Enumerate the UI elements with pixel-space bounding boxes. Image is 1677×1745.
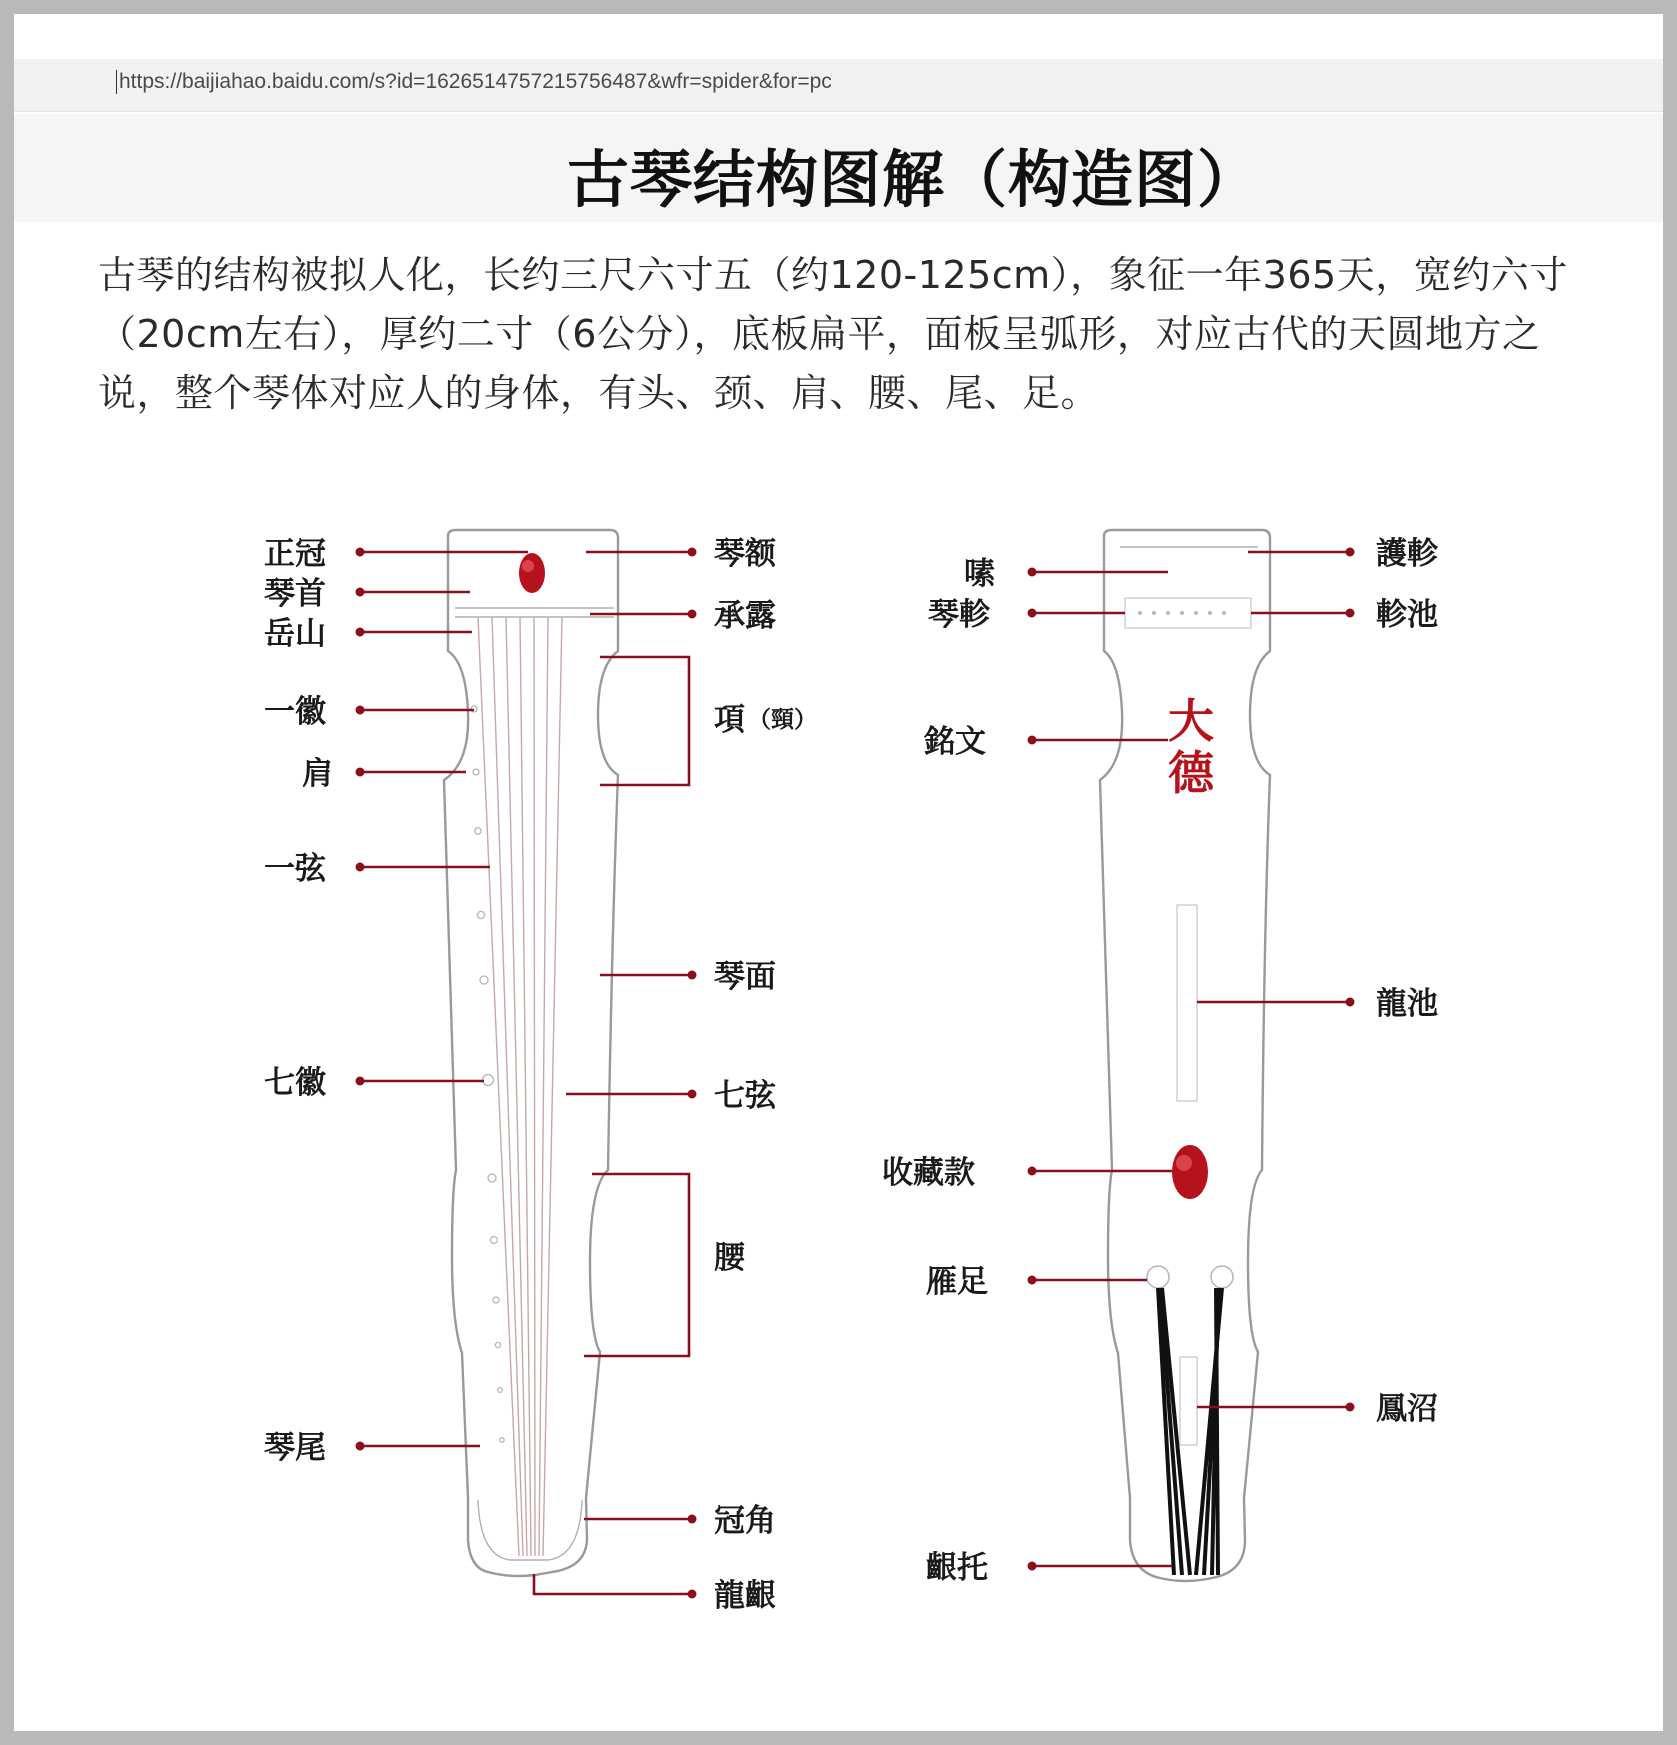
screenshot-frame: [14, 14, 1663, 1731]
guqin-structure-diagram: [14, 14, 1663, 1731]
label-yanzu: 雁足: [926, 1264, 988, 1300]
label-longchi: 龍池: [1376, 986, 1438, 1022]
label-yueshan: 岳山: [264, 616, 326, 652]
label-mingwen: 銘文: [924, 724, 986, 760]
label-yintuo: 齦托: [926, 1550, 988, 1586]
label-jing: （頸）: [748, 706, 817, 733]
label-yihui: 一徽: [264, 694, 326, 730]
label-longyin: 龍齦: [714, 1578, 776, 1614]
front-body-outline: [444, 530, 618, 1576]
label-yixian: 一弦: [264, 851, 326, 887]
yanzu-right: [1211, 1266, 1233, 1288]
url-text[interactable]: https://baijiahao.baidu.com/s?id=1626514757215756487&wfr=spider&for=pc: [116, 70, 832, 94]
label-qinshou: 琴首: [264, 576, 326, 612]
label-zhengguan: 正冠: [264, 536, 326, 572]
label-huzhen: 護軫: [1376, 536, 1438, 572]
page-title: 古琴结构图解（构造图）: [566, 143, 1260, 216]
front-view: [264, 530, 817, 1614]
label-xiang: 項: [714, 702, 745, 738]
label-qihui: 七徽: [264, 1065, 326, 1101]
fengzhao-rect: [1180, 1357, 1197, 1445]
label-su: 嗉: [964, 556, 995, 592]
label-qinzhen: 琴軫: [928, 597, 990, 633]
label-qinwei: 琴尾: [264, 1430, 326, 1466]
label-zhenchi: 軫池: [1376, 597, 1438, 633]
intro-paragraph: 古琴的结构被拟人化，长约三尺六寸五（约120-125cm），象征一年365天，宽约六寸（20cm左右），厚约二寸（6公分），底板扁平，面板呈弧形，对应古代的天圆地方之说，整个琴体对应人的身体，有头、颈、肩、腰、尾、足。: [98, 253, 1568, 415]
label-fengzhao: 鳳沼: [1376, 1391, 1438, 1427]
label-shoucangkuan: 收藏款: [882, 1155, 975, 1191]
inscription-char-1: 大: [1168, 694, 1214, 748]
front-seal: [519, 553, 545, 593]
back-view: [882, 530, 1438, 1586]
label-qixian: 七弦: [714, 1078, 776, 1114]
collection-seal: [1172, 1145, 1208, 1199]
label-qinmian: 琴面: [714, 959, 776, 995]
label-jian: 肩: [302, 756, 333, 792]
label-yao: 腰: [714, 1240, 745, 1276]
longchi-rect: [1177, 905, 1197, 1101]
zhenchi-rect: [1125, 598, 1251, 628]
label-guanjiao: 冠角: [714, 1503, 776, 1539]
label-qine: 琴额: [714, 536, 776, 572]
label-chenglu: 承露: [714, 598, 776, 634]
inscription-char-2: 德: [1168, 746, 1214, 800]
yanzu-left: [1147, 1266, 1169, 1288]
